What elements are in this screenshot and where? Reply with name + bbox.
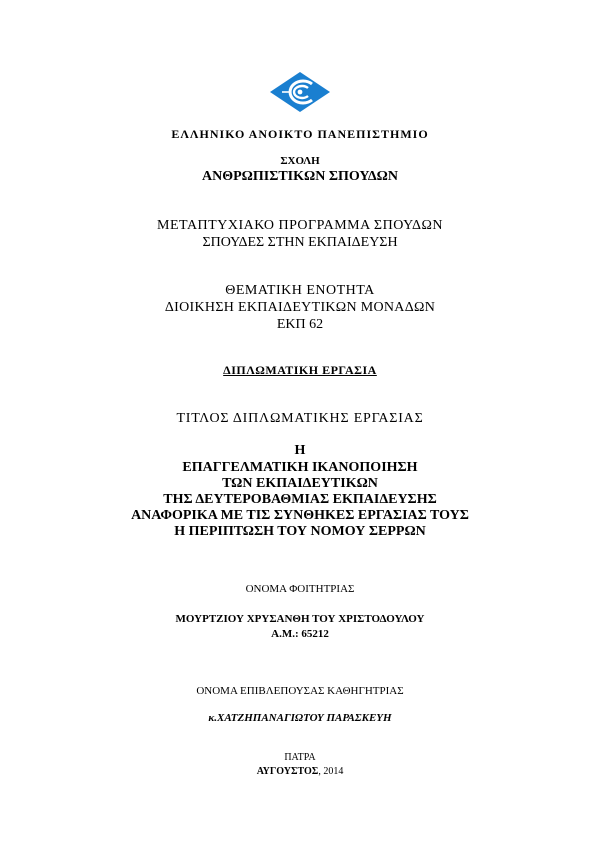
module-code: ΕΚΠ 62	[276, 317, 324, 332]
module-name: ΔΙΟΙΚΗΣΗ ΕΚΠΑΙΔΕΥΤΙΚΩΝ ΜΟΝΑΔΩΝ	[164, 300, 436, 315]
university-logo-icon	[268, 70, 332, 114]
date-year: , 2014	[318, 766, 344, 777]
university-name: ΕΛΛΗΝΙΚΟ ΑΝΟΙΚΤΟ ΠΑΝΕΠΙΣΤΗΜΙΟ	[171, 127, 429, 141]
thesis-title-label: ΤΙΤΛΟΣ ΔΙΠΛΩΜΑΤΙΚΗΣ ΕΡΓΑΣΙΑΣ	[176, 411, 424, 426]
thesis-type: ΔΙΠΛΩΜΑΤΙΚΗ ΕΡΓΑΣΙΑ	[223, 363, 377, 377]
school-label: ΣΧΟΛΗ	[280, 155, 320, 167]
date-month: ΑΥΓΟΥΣΤΟΣ	[256, 766, 319, 777]
thesis-title-line: Η ΠΕΡΙΠΤΩΣΗ ΤΟΥ ΝΟΜΟΥ ΣΕΡΡΩΝ	[174, 524, 426, 539]
supervisor-name: κ.ΧΑΤΖΗΠΑΝΑΓΙΩΤΟΥ ΠΑΡΑΣΚΕΥΗ	[208, 712, 392, 724]
thesis-title-line: Η	[294, 443, 306, 458]
thesis-title-line: ΕΠΑΓΓΕΛΜΑΤΙΚΗ ΙΚΑΝΟΠΟΙΗΣΗ	[182, 460, 418, 475]
date	[0, 766, 600, 777]
program-name: ΣΠΟΥΔΕΣ ΣΤΗΝ ΕΚΠΑΙΔΕΥΣΗ	[202, 235, 398, 250]
thesis-title-line: ΤΩΝ ΕΚΠΑΙΔΕΥΤΙΚΩΝ	[222, 476, 378, 491]
student-label: ΟΝΟΜΑ ΦΟΙΤΗΤΡΙΑΣ	[245, 583, 355, 595]
program-title: ΜΕΤΑΠΤΥΧΙΑΚΟ ΠΡΟΓΡΑΜΜΑ ΣΠΟΥΔΩΝ	[157, 218, 443, 233]
school-name: ΑΝΘΡΩΠΙΣΤΙΚΩΝ ΣΠΟΥΔΩΝ	[201, 169, 398, 184]
thesis-title-line: ΑΝΑΦΟΡΙΚΑ ΜΕ ΤΙΣ ΣΥΝΘΗΚΕΣ ΕΡΓΑΣΙΑΣ ΤΟΥΣ	[131, 508, 469, 523]
student-name: ΜΟΥΡΤΖΙΟΥ ΧΡΥΣΑΝΘΗ ΤΟΥ ΧΡΙΣΤΟΔΟΥΛΟΥ	[175, 613, 425, 625]
thesis-title-line: ΤΗΣ ΔΕΥΤΕΡΟΒΑΘΜΙΑΣ ΕΚΠΑΙΔΕΥΣΗΣ	[163, 492, 437, 507]
place: ΠΑΤΡΑ	[284, 752, 316, 763]
student-id: Α.Μ.: 65212	[271, 628, 329, 640]
supervisor-label: ΟΝΟΜΑ ΕΠΙΒΛΕΠΟΥΣΑΣ ΚΑΘΗΓΗΤΡΙΑΣ	[196, 685, 404, 697]
module-label: ΘΕΜΑΤΙΚΗ ΕΝΟΤΗΤΑ	[225, 283, 375, 298]
